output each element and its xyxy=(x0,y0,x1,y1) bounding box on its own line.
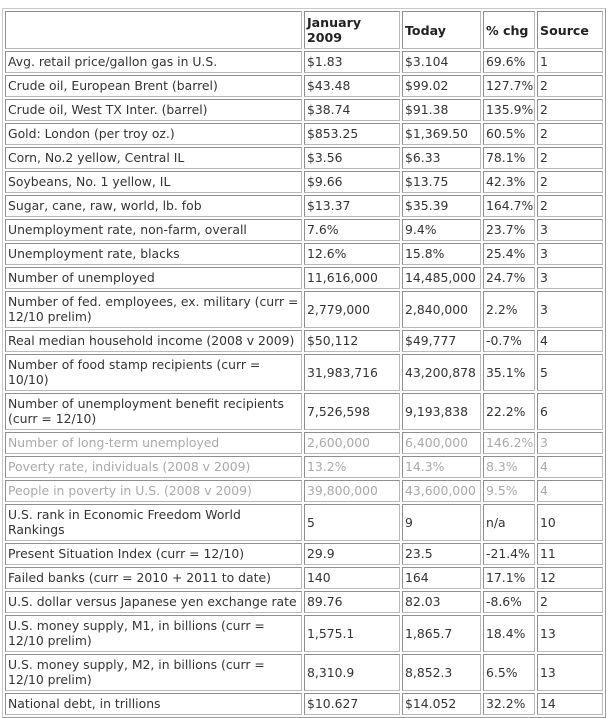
cell-pct-chg: 35.1% xyxy=(483,354,535,391)
cell-indicator: Unemployment rate, blacks xyxy=(5,243,302,265)
cell-january-2009: 2,600,000 xyxy=(304,432,400,454)
cell-january-2009: $9.66 xyxy=(304,171,400,193)
cell-january-2009: $1.83 xyxy=(304,51,400,73)
cell-source: 2 xyxy=(537,171,603,193)
cell-indicator: Number of fed. employees, ex. military (curr = 12/10 prelim) xyxy=(5,291,302,328)
cell-january-2009: 12.6% xyxy=(304,243,400,265)
cell-source: 3 xyxy=(537,219,603,241)
table-row xyxy=(5,267,603,289)
cell-indicator: Number of unemployment benefit recipients (curr = 12/10) xyxy=(5,393,302,430)
table-row xyxy=(5,330,603,352)
cell-indicator: People in poverty in U.S. (2008 v 2009) xyxy=(5,480,302,502)
cell-indicator: Poverty rate, individuals (2008 v 2009) xyxy=(5,456,302,478)
cell-source: 5 xyxy=(537,354,603,391)
cell-pct-chg: -8.6% xyxy=(483,591,535,613)
cell-today: 1,865.7 xyxy=(402,615,481,652)
cell-january-2009: 140 xyxy=(304,567,400,589)
table-row xyxy=(5,75,603,97)
header-source: Source xyxy=(537,11,603,49)
cell-pct-chg: 78.1% xyxy=(483,147,535,169)
table-row xyxy=(5,615,603,652)
cell-today: $49,777 xyxy=(402,330,481,352)
cell-source: 4 xyxy=(537,480,603,502)
cell-january-2009: $10.627 xyxy=(304,693,400,715)
cell-today: 9.4% xyxy=(402,219,481,241)
cell-january-2009: $50,112 xyxy=(304,330,400,352)
cell-indicator: U.S. dollar versus Japanese yen exchange rate xyxy=(5,591,302,613)
cell-pct-chg: 24.7% xyxy=(483,267,535,289)
cell-indicator: Crude oil, West TX Inter. (barrel) xyxy=(5,99,302,121)
header-row xyxy=(5,11,603,49)
cell-january-2009: 39,800,000 xyxy=(304,480,400,502)
table-row xyxy=(5,456,603,478)
cell-today: 14,485,000 xyxy=(402,267,481,289)
cell-indicator: Gold: London (per troy oz.) xyxy=(5,123,302,145)
cell-indicator: Sugar, cane, raw, world, lb. fob xyxy=(5,195,302,217)
table-row xyxy=(5,147,603,169)
cell-today: $14.052 xyxy=(402,693,481,715)
cell-january-2009: $38.74 xyxy=(304,99,400,121)
table-row xyxy=(5,99,603,121)
cell-today: 14.3% xyxy=(402,456,481,478)
header-indicator xyxy=(5,11,302,49)
cell-indicator: U.S. rank in Economic Freedom World Rankings xyxy=(5,504,302,541)
cell-pct-chg: 42.3% xyxy=(483,171,535,193)
cell-pct-chg: 32.2% xyxy=(483,693,535,715)
cell-pct-chg: 8.3% xyxy=(483,456,535,478)
cell-source: 3 xyxy=(537,432,603,454)
cell-source: 14 xyxy=(537,693,603,715)
cell-pct-chg: 25.4% xyxy=(483,243,535,265)
cell-pct-chg: 146.2% xyxy=(483,432,535,454)
table-row xyxy=(5,504,603,541)
cell-today: 23.5 xyxy=(402,543,481,565)
cell-indicator: Present Situation Index (curr = 12/10) xyxy=(5,543,302,565)
cell-source: 10 xyxy=(537,504,603,541)
cell-january-2009: $3.56 xyxy=(304,147,400,169)
cell-today: 2,840,000 xyxy=(402,291,481,328)
cell-source: 1 xyxy=(537,51,603,73)
cell-january-2009: 5 xyxy=(304,504,400,541)
table-row xyxy=(5,51,603,73)
header-pct-chg: % chg xyxy=(483,11,535,49)
economic-indicators-table xyxy=(2,8,606,718)
cell-source: 13 xyxy=(537,615,603,652)
cell-indicator: Real median household income (2008 v 2009) xyxy=(5,330,302,352)
cell-pct-chg: 17.1% xyxy=(483,567,535,589)
cell-indicator: Number of food stamp recipients (curr = 10/10) xyxy=(5,354,302,391)
cell-source: 6 xyxy=(537,393,603,430)
cell-indicator: Number of long-term unemployed xyxy=(5,432,302,454)
table-row xyxy=(5,171,603,193)
cell-source: 3 xyxy=(537,291,603,328)
cell-today: 9,193,838 xyxy=(402,393,481,430)
cell-source: 2 xyxy=(537,591,603,613)
cell-january-2009: 2,779,000 xyxy=(304,291,400,328)
cell-january-2009: 1,575.1 xyxy=(304,615,400,652)
cell-january-2009: $43.48 xyxy=(304,75,400,97)
table-row xyxy=(5,693,603,715)
cell-indicator: Avg. retail price/gallon gas in U.S. xyxy=(5,51,302,73)
cell-today: $35.39 xyxy=(402,195,481,217)
cell-today: $6.33 xyxy=(402,147,481,169)
cell-january-2009: 11,616,000 xyxy=(304,267,400,289)
table-row xyxy=(5,654,603,691)
cell-january-2009: 7.6% xyxy=(304,219,400,241)
cell-pct-chg: 127.7% xyxy=(483,75,535,97)
cell-pct-chg: 135.9% xyxy=(483,99,535,121)
cell-today: 43,600,000 xyxy=(402,480,481,502)
cell-pct-chg: 69.6% xyxy=(483,51,535,73)
cell-pct-chg: 6.5% xyxy=(483,654,535,691)
table-container xyxy=(2,8,606,718)
cell-pct-chg: -21.4% xyxy=(483,543,535,565)
cell-today: $13.75 xyxy=(402,171,481,193)
table-row xyxy=(5,291,603,328)
cell-source: 3 xyxy=(537,267,603,289)
cell-source: 2 xyxy=(537,99,603,121)
cell-pct-chg: 22.2% xyxy=(483,393,535,430)
cell-today: 164 xyxy=(402,567,481,589)
table-row xyxy=(5,354,603,391)
cell-january-2009: 7,526,598 xyxy=(304,393,400,430)
cell-pct-chg: 2.2% xyxy=(483,291,535,328)
table-row xyxy=(5,123,603,145)
cell-source: 2 xyxy=(537,123,603,145)
cell-indicator: U.S. money supply, M2, in billions (curr = 12/10 prelim) xyxy=(5,654,302,691)
table-body xyxy=(5,51,603,715)
table-row xyxy=(5,543,603,565)
cell-source: 13 xyxy=(537,654,603,691)
cell-today: $91.38 xyxy=(402,99,481,121)
cell-source: 4 xyxy=(537,330,603,352)
cell-pct-chg: 9.5% xyxy=(483,480,535,502)
cell-january-2009: 89.76 xyxy=(304,591,400,613)
header-today: Today xyxy=(402,11,481,49)
cell-indicator: Soybeans, No. 1 yellow, IL xyxy=(5,171,302,193)
cell-pct-chg: 18.4% xyxy=(483,615,535,652)
cell-january-2009: $13.37 xyxy=(304,195,400,217)
table-row xyxy=(5,195,603,217)
cell-today: $99.02 xyxy=(402,75,481,97)
cell-january-2009: 8,310.9 xyxy=(304,654,400,691)
table-row xyxy=(5,591,603,613)
cell-source: 2 xyxy=(537,195,603,217)
table-row xyxy=(5,432,603,454)
table-row xyxy=(5,219,603,241)
cell-today: 43,200,878 xyxy=(402,354,481,391)
cell-today: $1,369.50 xyxy=(402,123,481,145)
cell-january-2009: 13.2% xyxy=(304,456,400,478)
cell-indicator: Unemployment rate, non-farm, overall xyxy=(5,219,302,241)
cell-indicator: Corn, No.2 yellow, Central IL xyxy=(5,147,302,169)
cell-source: 11 xyxy=(537,543,603,565)
cell-january-2009: 29.9 xyxy=(304,543,400,565)
header-january-2009: January 2009 xyxy=(304,11,400,49)
cell-pct-chg: -0.7% xyxy=(483,330,535,352)
cell-source: 2 xyxy=(537,75,603,97)
table-row xyxy=(5,243,603,265)
cell-source: 4 xyxy=(537,456,603,478)
cell-pct-chg: 23.7% xyxy=(483,219,535,241)
cell-january-2009: 31,983,716 xyxy=(304,354,400,391)
cell-pct-chg: 60.5% xyxy=(483,123,535,145)
cell-indicator: U.S. money supply, M1, in billions (curr = 12/10 prelim) xyxy=(5,615,302,652)
cell-indicator: Crude oil, European Brent (barrel) xyxy=(5,75,302,97)
cell-source: 2 xyxy=(537,147,603,169)
cell-today: 8,852.3 xyxy=(402,654,481,691)
cell-today: 9 xyxy=(402,504,481,541)
table-row xyxy=(5,567,603,589)
table-row xyxy=(5,480,603,502)
cell-today: 82.03 xyxy=(402,591,481,613)
cell-today: $3.104 xyxy=(402,51,481,73)
cell-indicator: Failed banks (curr = 2010 + 2011 to date) xyxy=(5,567,302,589)
table-row xyxy=(5,393,603,430)
cell-source: 12 xyxy=(537,567,603,589)
cell-source: 3 xyxy=(537,243,603,265)
cell-indicator: Number of unemployed xyxy=(5,267,302,289)
cell-today: 15.8% xyxy=(402,243,481,265)
cell-pct-chg: n/a xyxy=(483,504,535,541)
cell-today: 6,400,000 xyxy=(402,432,481,454)
cell-pct-chg: 164.7% xyxy=(483,195,535,217)
cell-indicator: National debt, in trillions xyxy=(5,693,302,715)
cell-january-2009: $853.25 xyxy=(304,123,400,145)
